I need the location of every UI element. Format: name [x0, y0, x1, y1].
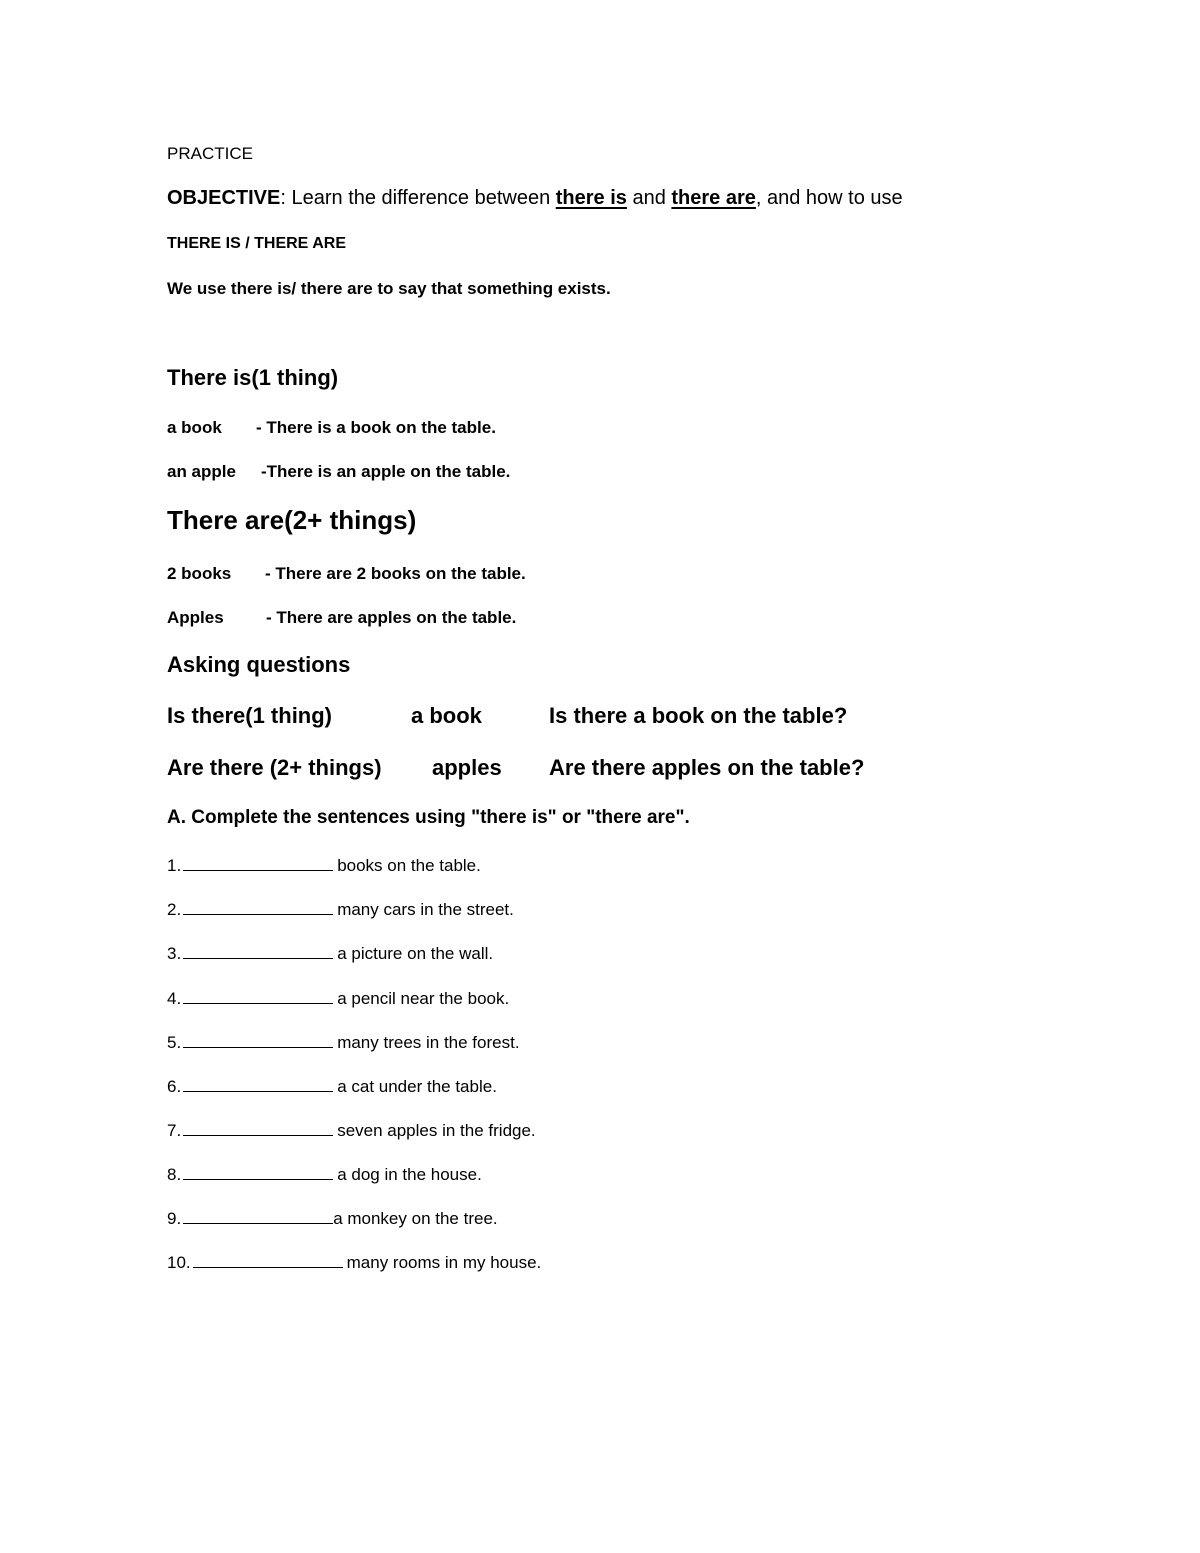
asking-questions-heading: Asking questions — [167, 652, 351, 677]
example-word: 2 books — [167, 564, 232, 583]
item-number: 4. — [167, 989, 182, 1008]
item-number: 10. — [167, 1253, 191, 1272]
there-are-example-2 — [167, 609, 516, 626]
exercise-item — [167, 1121, 536, 1139]
item-text: a monkey on the tree. — [333, 1209, 498, 1228]
exercise-item — [167, 856, 481, 874]
item-number: 1. — [167, 856, 182, 875]
example-sentence: - There are 2 books on the table. — [265, 564, 526, 583]
item-text: many trees in the forest. — [337, 1033, 520, 1052]
there-are-heading: There are(2+ things) — [167, 505, 417, 535]
objective-text-1: Learn the difference between — [285, 187, 556, 209]
question-word: apples — [432, 755, 502, 780]
example-word: an apple — [167, 462, 236, 481]
item-number: 9. — [167, 1209, 182, 1228]
objective-colon: : — [280, 187, 286, 209]
example-sentence: -There is an apple on the table. — [261, 462, 511, 481]
objective-text-2: and — [626, 187, 672, 209]
question-word: a book — [411, 703, 482, 728]
answer-blank[interactable] — [183, 856, 333, 871]
item-number: 2. — [167, 900, 182, 919]
item-text: a dog in the house. — [337, 1165, 482, 1184]
there-is-example-2 — [167, 463, 510, 480]
exercise-item — [167, 944, 493, 962]
exercise-instruction: A. Complete the sentences using "there is" or "there are". — [167, 807, 690, 828]
objective-there-is: there is — [555, 187, 627, 209]
exercise-item — [167, 1253, 541, 1271]
exercise-item — [167, 1077, 497, 1095]
question-sentence: Is there a book on the table? — [549, 703, 848, 728]
item-number: 7. — [167, 1121, 182, 1140]
exercise-item — [167, 900, 514, 918]
example-sentence: - There is a book on the table. — [256, 418, 496, 437]
exercise-item — [167, 1033, 520, 1051]
answer-blank[interactable] — [183, 1121, 333, 1136]
item-number: 5. — [167, 1033, 182, 1052]
item-text: a picture on the wall. — [337, 944, 494, 963]
answer-blank[interactable] — [183, 900, 333, 915]
item-text: a cat under the table. — [337, 1077, 497, 1096]
objective-label: OBJECTIVE — [167, 187, 281, 209]
intro-text: We use there is/ there are to say that something exists. — [167, 279, 611, 298]
objective-text-3: , and how to use — [755, 187, 903, 209]
exercise-item — [167, 989, 509, 1007]
answer-blank[interactable] — [183, 989, 333, 1004]
item-number: 8. — [167, 1165, 182, 1184]
answer-blank[interactable] — [183, 1077, 333, 1092]
item-text: many cars in the street. — [337, 900, 514, 919]
objective-line — [167, 188, 903, 208]
there-is-example-1 — [167, 419, 496, 436]
question-form: Are there (2+ things) — [167, 755, 382, 780]
example-sentence: - There are apples on the table. — [266, 608, 517, 627]
there-is-heading: There is(1 thing) — [167, 365, 339, 390]
question-sentence: Are there apples on the table? — [549, 755, 865, 780]
example-word: a book — [167, 418, 222, 437]
example-word: Apples — [167, 608, 224, 627]
item-number: 3. — [167, 944, 182, 963]
item-text: books on the table. — [337, 856, 481, 875]
answer-blank[interactable] — [183, 1033, 333, 1048]
item-text: many rooms in my house. — [346, 1253, 542, 1272]
question-form: Is there(1 thing) — [167, 703, 333, 728]
exercise-item — [167, 1165, 482, 1183]
answer-blank[interactable] — [183, 1165, 333, 1180]
subheading: THERE IS / THERE ARE — [167, 235, 346, 252]
answer-blank[interactable] — [193, 1253, 343, 1268]
practice-label: PRACTICE — [167, 144, 253, 163]
item-number: 6. — [167, 1077, 182, 1096]
there-are-example-1 — [167, 565, 526, 582]
objective-there-are: there are — [671, 187, 756, 209]
answer-blank[interactable] — [183, 1209, 333, 1224]
item-text: seven apples in the fridge. — [337, 1121, 536, 1140]
exercise-item — [167, 1209, 498, 1227]
answer-blank[interactable] — [183, 944, 333, 959]
item-text: a pencil near the book. — [337, 989, 510, 1008]
